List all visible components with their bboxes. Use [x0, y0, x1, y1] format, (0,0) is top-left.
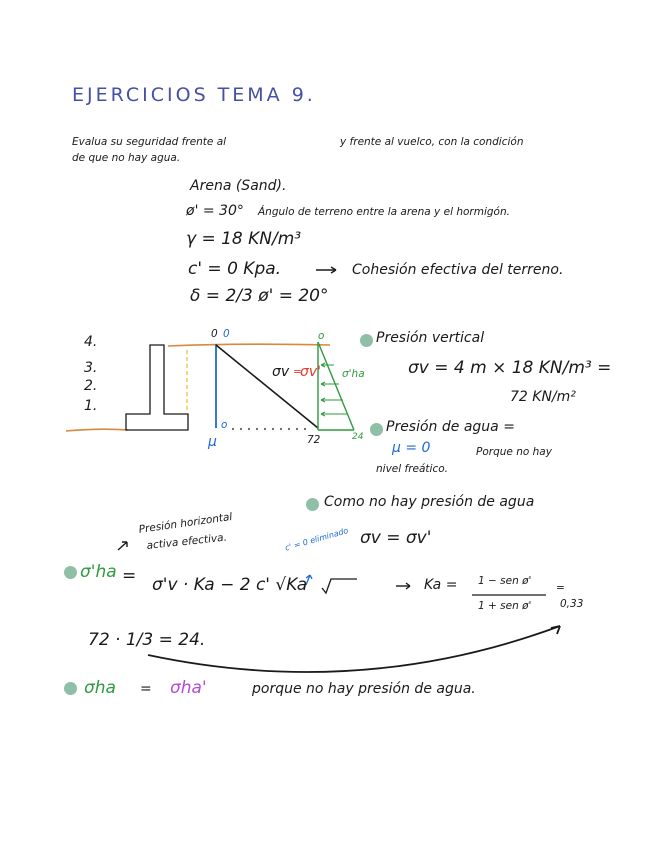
- ground-line-left: [66, 429, 128, 431]
- active-label-1: Presión horizontal: [138, 510, 234, 536]
- page-title: EJERCICIOS TEMA 9.: [72, 84, 316, 106]
- bullet-icon: [64, 682, 77, 695]
- mu-equation: μ = 0: [392, 440, 431, 456]
- active-label-2: activa efectiva.: [146, 531, 228, 552]
- sigma-ha-prime-label: σ'ha: [342, 368, 365, 380]
- phi-description: Ángulo de terreno entre la arena y el hormigón.: [258, 206, 510, 218]
- sigma-v-equality: σv = σv': [360, 528, 432, 548]
- mu-symbol: μ: [208, 434, 217, 450]
- mu-reason-2: nivel freático.: [376, 463, 448, 475]
- sigma-v-prime-label: σv': [300, 364, 322, 380]
- cohesion-value: c' = 0 Kpa.: [188, 259, 282, 279]
- bullet-icon: [64, 566, 77, 579]
- no-water-statement: Como no hay presión de agua: [324, 494, 535, 510]
- sigma-ha-formula-lhs: σ'ha: [80, 562, 117, 582]
- sigma-ha-formula-eq: =: [122, 566, 137, 586]
- soil-type: Arena (Sand).: [190, 178, 287, 194]
- final-eq: =: [140, 681, 152, 697]
- ka-value: 0,33: [560, 598, 584, 610]
- c-zero-note: c' = 0 eliminado: [284, 525, 350, 553]
- wall-outline: [126, 345, 188, 430]
- bullet-icon: [360, 334, 373, 347]
- presion-vertical-heading: Presión vertical: [376, 330, 485, 346]
- link-arrow: [148, 626, 560, 672]
- bottom-zero: o: [221, 419, 228, 431]
- level-3: 3.: [84, 360, 98, 376]
- top-zero-green: o: [318, 330, 325, 342]
- bottom-72: 72: [307, 434, 321, 446]
- final-rhs: σha': [170, 678, 207, 698]
- horizontal-stress-line: [318, 342, 354, 430]
- level-4: 4.: [84, 334, 98, 350]
- intro-line-1: Evalua su seguridad frente al: [72, 136, 227, 148]
- vertical-stress-line: [216, 345, 318, 428]
- sigma-v-equation: σv = 4 m × 18 KN/m³ =: [408, 358, 612, 378]
- final-reason: porque no hay presión de agua.: [252, 681, 476, 697]
- bullet-icon: [306, 498, 319, 511]
- intro-line-2: de que no hay agua.: [72, 152, 181, 164]
- sigma-equals: =: [293, 366, 302, 378]
- delta-value: δ = 2/3 ø' = 20°: [190, 286, 329, 306]
- ka-label: Ka =: [424, 577, 458, 593]
- sigma-v-result: 72 KN/m²: [510, 389, 576, 405]
- calc-line: 72 · 1/3 = 24.: [88, 630, 206, 650]
- final-lhs: σha: [84, 678, 116, 698]
- phi-value: ø' = 30°: [186, 203, 244, 219]
- top-zero-blue: 0: [223, 328, 230, 340]
- intro-line-1b: y frente al vuelco, con la condición: [340, 136, 524, 148]
- sigma-v-label: σv: [272, 364, 290, 380]
- top-zero-black: 0: [211, 328, 218, 340]
- bottom-24: 24: [352, 432, 364, 442]
- ka-denominator: 1 + sen ø': [478, 600, 532, 612]
- ka-numerator: 1 − sen ø': [478, 575, 532, 587]
- level-2: 2.: [84, 378, 98, 394]
- bullet-icon: [370, 423, 383, 436]
- gamma-value: γ = 18 KN/m³: [186, 229, 302, 249]
- ka-equals: =: [556, 582, 565, 594]
- ground-line-top: [168, 344, 330, 346]
- sigma-ha-formula-rhs: σ'v · Ka − 2 c' √Ka: [152, 575, 308, 595]
- presion-agua-heading: Presión de agua =: [386, 419, 515, 435]
- cohesion-description: Cohesión efectiva del terreno.: [352, 262, 564, 278]
- level-1: 1.: [84, 398, 98, 414]
- mu-reason: Porque no hay: [476, 446, 552, 458]
